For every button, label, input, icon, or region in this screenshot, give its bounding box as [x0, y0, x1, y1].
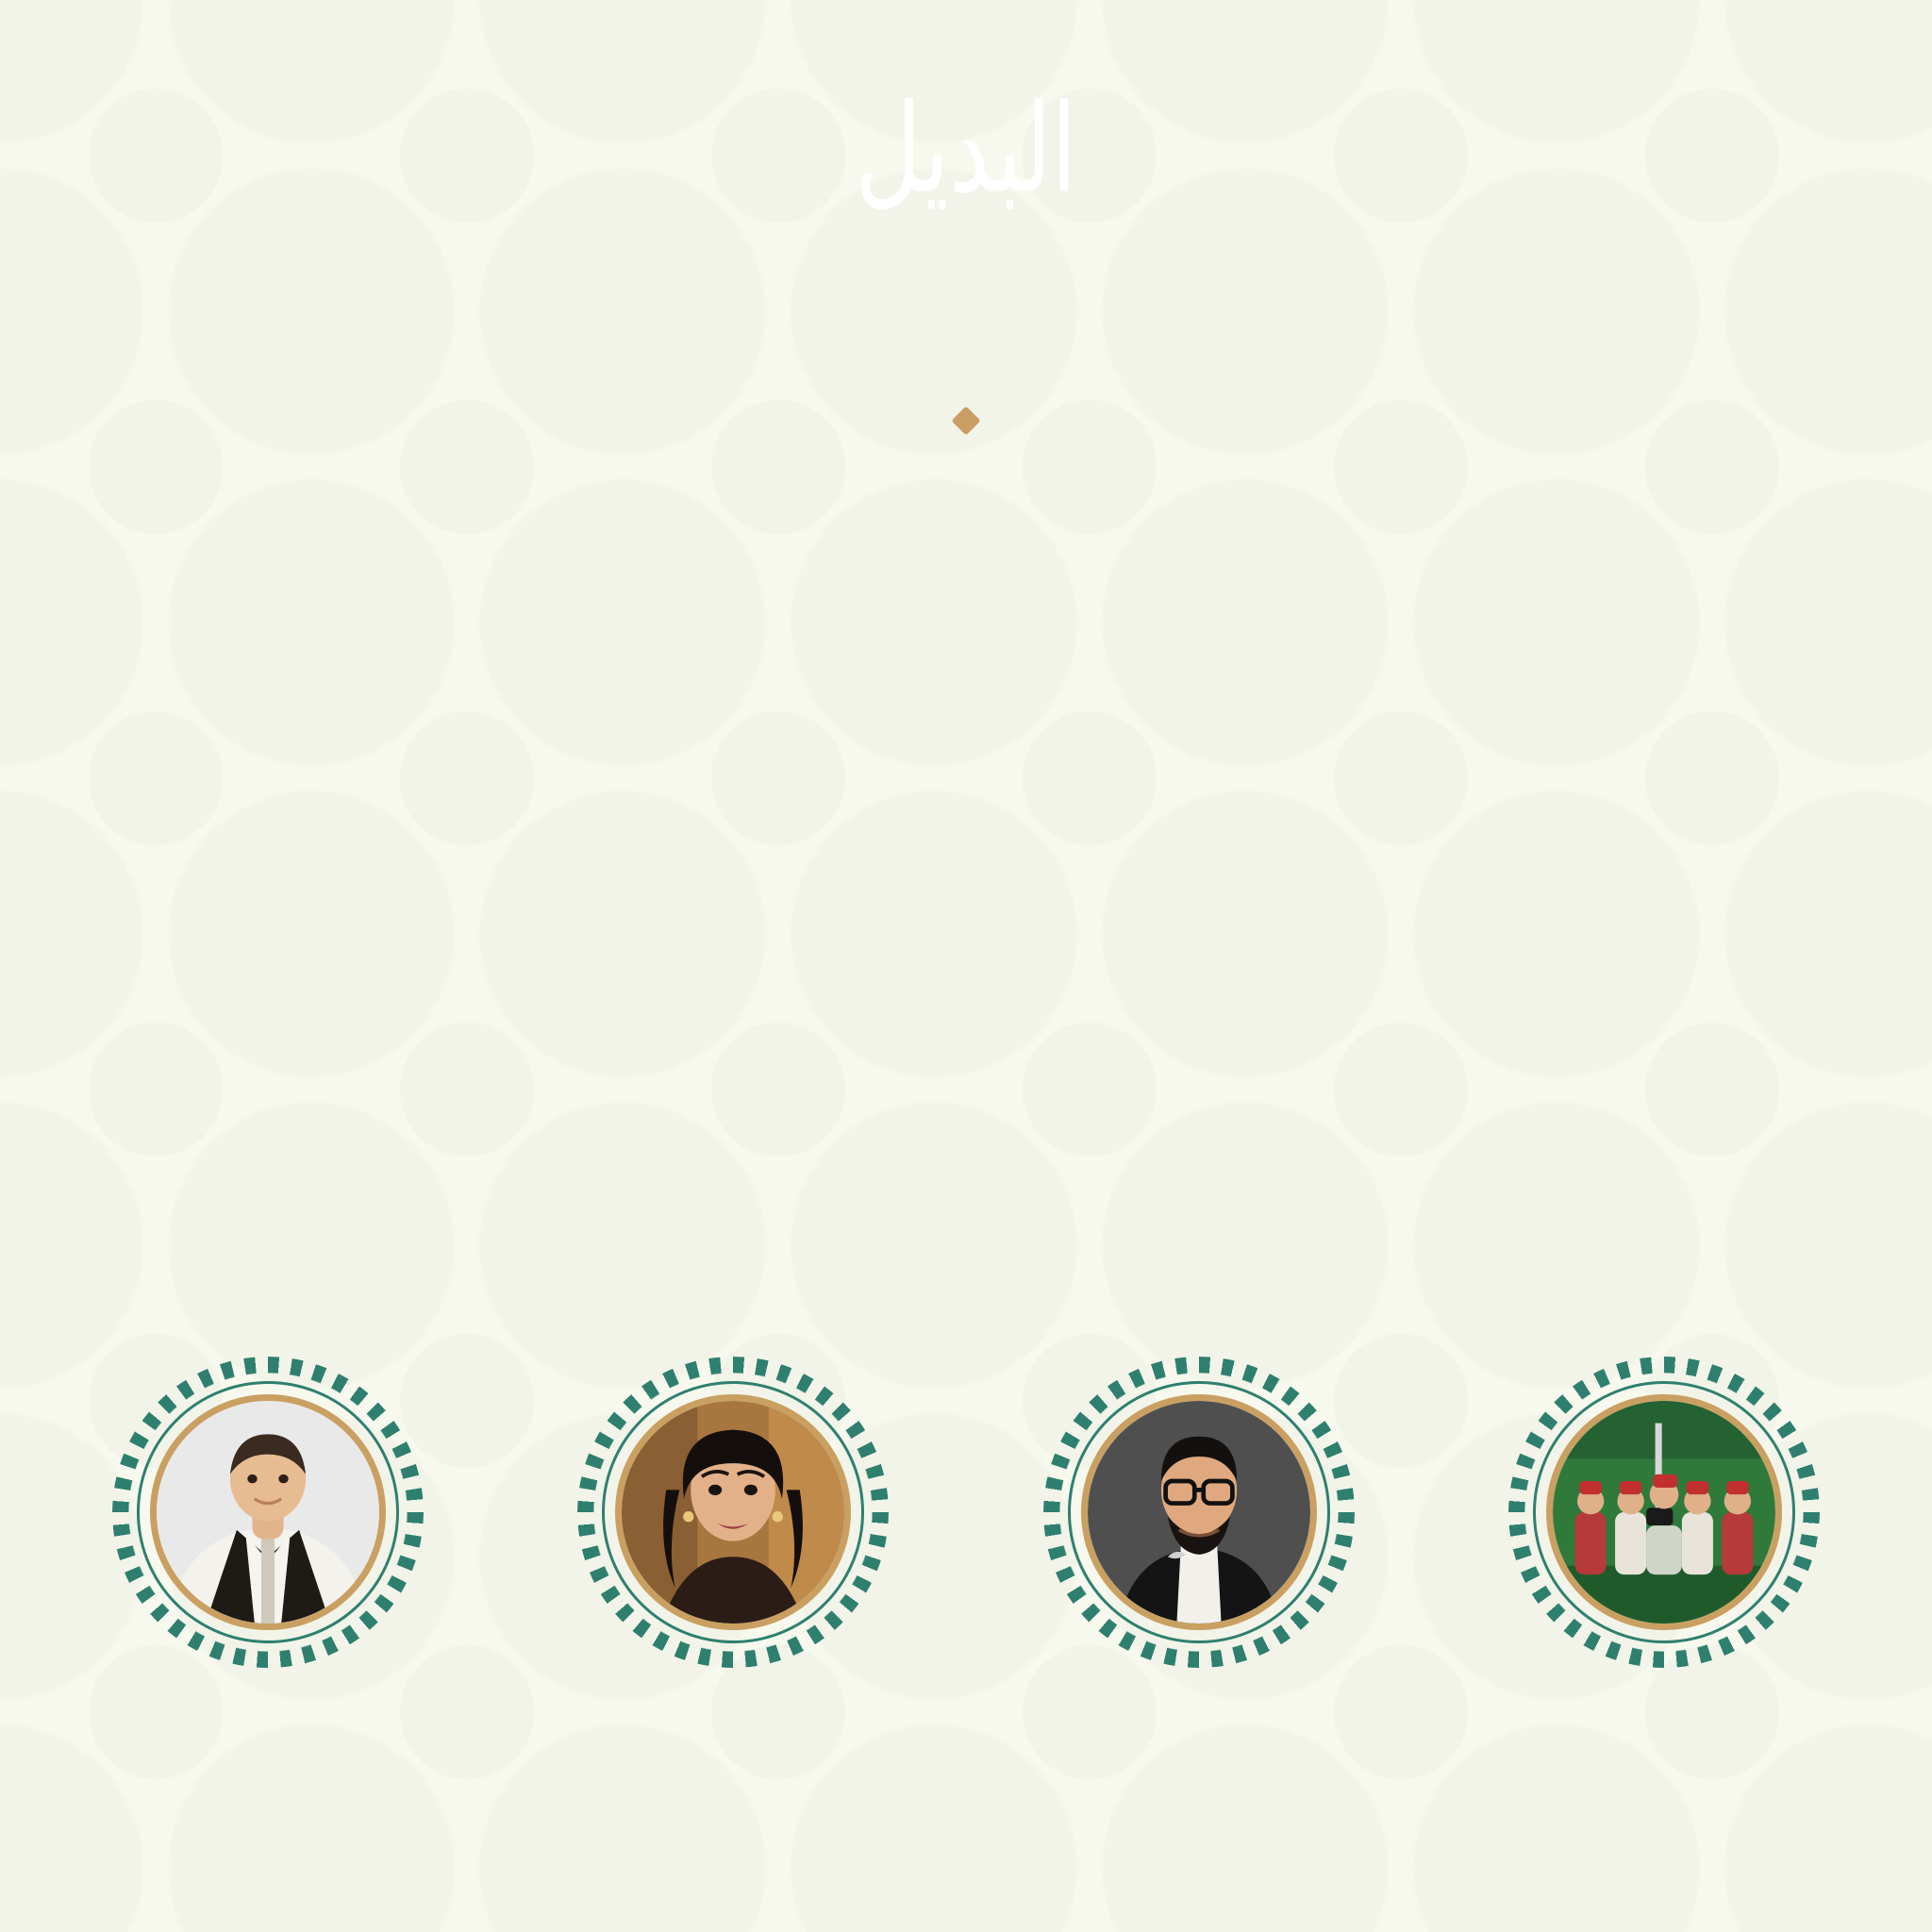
avatar	[615, 1394, 851, 1630]
guest-photo-4	[1553, 1401, 1775, 1624]
avatar-frame	[1508, 1357, 1820, 1668]
avatar	[1546, 1394, 1782, 1630]
avatar-frame	[112, 1357, 424, 1668]
guest-photo-2	[622, 1401, 844, 1624]
guest-photo-1	[157, 1401, 379, 1624]
avatar	[1081, 1394, 1317, 1630]
guest-photo-3	[1088, 1401, 1310, 1624]
avatar-frame	[577, 1357, 889, 1668]
al-badil-logo: البديل	[855, 76, 1077, 221]
avatar-frame	[1043, 1357, 1355, 1668]
avatar	[150, 1394, 386, 1630]
